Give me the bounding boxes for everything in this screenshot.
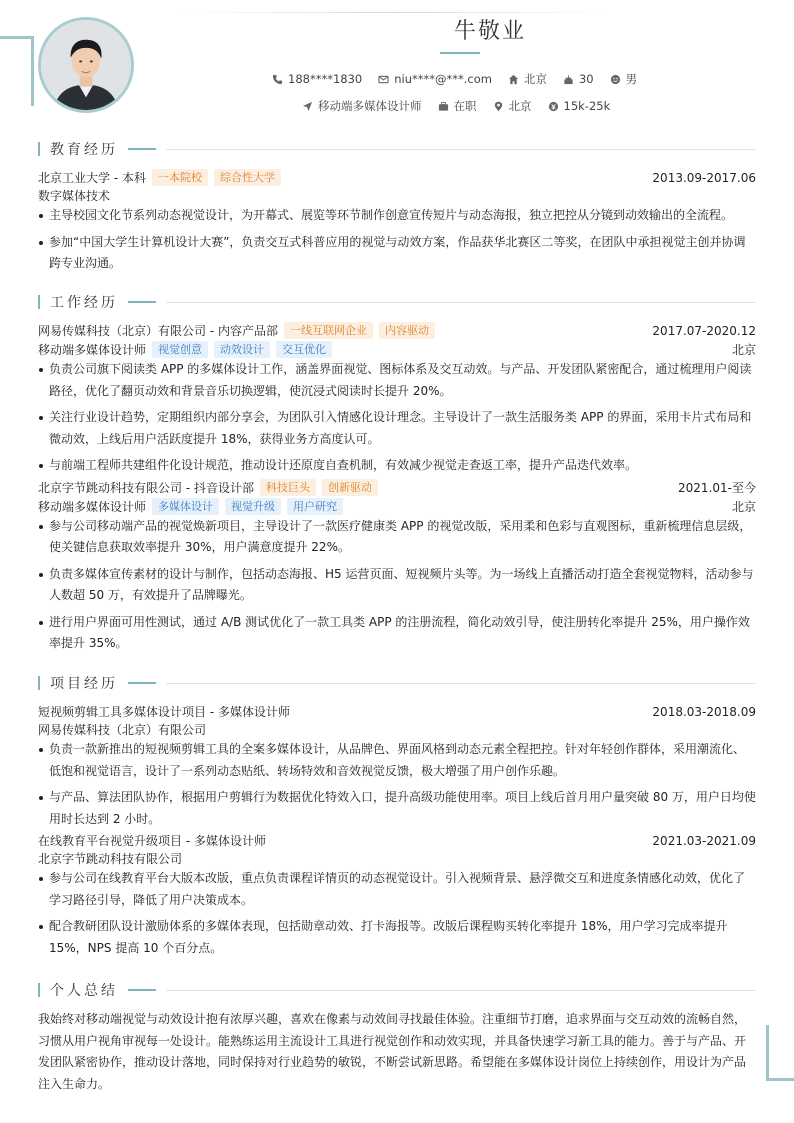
job-role: 移动端多媒体设计师	[38, 343, 147, 357]
contact-info-row	[272, 71, 647, 87]
target-role-text: 移动端多媒体设计师	[318, 99, 422, 113]
phone-number: 188****1830	[288, 72, 363, 86]
cake-icon	[563, 74, 574, 85]
school-name: 北京工业大学 - 本科	[38, 171, 146, 185]
list-item: 配合教研团队设计激励体系的多媒体表现，包括勋章动效、打卡海报等。改版后课程购买转化率提升 18%，用户学习完成率提升 15%，NPS 提高 10 个百分点。	[38, 916, 756, 959]
school-tag: 综合性大学	[214, 169, 281, 186]
job-entry	[38, 478, 756, 655]
target-city-info	[493, 98, 532, 114]
work-section	[38, 292, 756, 660]
status-info	[438, 98, 477, 114]
project-bullets	[38, 868, 756, 959]
job-city: 北京	[731, 343, 756, 357]
summary-section	[38, 980, 756, 1095]
project-bullets	[38, 739, 756, 830]
project-entry	[38, 831, 756, 959]
gender-icon	[610, 74, 621, 85]
school-tag: 一本院校	[152, 169, 208, 186]
section-title: 项目经历	[50, 676, 118, 692]
name-underline	[440, 52, 480, 54]
project-org: 北京字节跳动科技有限公司	[38, 852, 183, 866]
salary-text: 15k-25k	[563, 99, 611, 113]
education-period: 2013.09-2017.06	[652, 170, 756, 185]
list-item: 主导校园文化节系列动态视觉设计，为开幕式、展览等环节制作创意宣传短片与动态海报，独立把控从分镜到动效输出的全流程。	[38, 205, 756, 227]
job-role-row	[38, 497, 756, 516]
section-header	[38, 673, 756, 693]
section-title: 工作经历	[50, 295, 118, 311]
age-info	[563, 72, 594, 86]
role-tag: 动效设计	[214, 341, 270, 358]
list-item: 与产品、算法团队协作，根据用户剪辑行为数据优化特效入口，提升高级功能使用率。项目上线后首月用户量突破 80 万，用户日均使用时长达到 2 小时。	[38, 787, 756, 830]
project-period: 2021.03-2021.09	[652, 833, 756, 848]
gender-text: 男	[625, 72, 638, 86]
briefcase-icon	[438, 101, 449, 112]
corner-decoration-bottom-right	[766, 1025, 794, 1081]
status-text: 在职	[453, 99, 477, 113]
list-item: 参与公司移动端产品的视觉焕新项目，主导设计了一款医疗健康类 APP 的视觉改版，采用柔和色彩与直观图标，重新梳理信息层级，使关键信息获取效率提升 30%，用户满意度提升 22%。	[38, 516, 756, 559]
list-item: 参与公司在线教育平台大版本改版，重点负责课程详情页的动态视觉设计。引入视频背景、悬浮微交互和进度条情感化动效，优化了学习路径引导，降低了用户决策成本。	[38, 868, 756, 911]
education-section	[38, 139, 756, 280]
company-tag: 创新驱动	[322, 479, 378, 496]
job-role: 移动端多媒体设计师	[38, 499, 147, 514]
job-company-row	[38, 321, 756, 340]
job-role-row	[38, 340, 756, 359]
list-item: 负责一款新推出的短视频剪辑工具的全案多媒体设计，从品牌色、界面风格到动态元素全程把控。针对年轻创作群体，采用潮流化、低饱和视觉语言，设计了一系列动态贴纸、转场特效和音效视觉反馈，极大增强了用户创作乐趣。	[38, 739, 756, 782]
role-tag: 多媒体设计	[152, 498, 219, 515]
phone-info	[272, 72, 362, 86]
avatar-photo	[41, 20, 131, 110]
phone-icon	[272, 74, 283, 85]
list-item: 关注行业设计趋势，定期组织内部分享会，为团队引入情感化设计理念。主导设计了一款生活服务类 APP 的界面，采用卡片式布局和微动效，上线后用户活跃度提升 18%，获得业务方高度认可。	[38, 407, 756, 450]
section-title: 个人总结	[50, 983, 118, 999]
gender-info	[610, 71, 638, 87]
education-header-row	[38, 168, 756, 187]
list-item: 负责多媒体宣传素材的设计与制作，包括动态海报、H5 运营页面、短视频片头等。为一场线上直播活动打造全套视觉物料，活动参与人数超 50 万，有效提升了品牌曝光。	[38, 564, 756, 607]
job-bullets	[38, 516, 756, 655]
location-text: 北京	[523, 72, 547, 86]
section-header	[38, 980, 756, 1000]
role-tag: 交互优化	[276, 341, 332, 358]
list-item: 进行用户界面可用性测试，通过 A/B 测试优化了一款工具类 APP 的注册流程，简化动效引导，使注册转化率提升 25%，用户操作效率提升 35%。	[38, 612, 756, 655]
header-divider	[180, 12, 610, 13]
mail-icon	[378, 74, 389, 85]
education-bullets	[38, 205, 756, 275]
target-city-text: 北京	[508, 99, 532, 113]
major: 数字媒体技术	[38, 189, 111, 203]
role-tag: 用户研究	[287, 498, 343, 515]
job-period: 2021.01-至今	[678, 480, 756, 495]
email-info	[378, 72, 492, 86]
location-info	[508, 71, 547, 87]
job-city: 北京	[731, 499, 756, 514]
send-icon	[302, 101, 313, 112]
email-address: niu****@***.com	[394, 72, 492, 86]
salary-info	[548, 99, 611, 113]
job-period: 2017.07-2020.12	[652, 323, 756, 338]
section-header	[38, 139, 756, 159]
age-text: 30	[578, 72, 594, 86]
money-icon	[548, 101, 559, 112]
job-entry	[38, 321, 756, 477]
target-role-info	[302, 98, 422, 114]
role-tag: 视觉升级	[225, 498, 281, 515]
company-name: 北京字节跳动科技有限公司 - 抖音设计部	[38, 480, 254, 495]
company-tag: 内容驱动	[379, 322, 435, 339]
project-name: 短视频剪辑工具多媒体设计项目 - 多媒体设计师	[38, 705, 290, 719]
role-tag: 视觉创意	[152, 341, 208, 358]
home-icon	[508, 74, 519, 85]
projects-section	[38, 673, 756, 964]
avatar	[38, 17, 134, 113]
project-header-row	[38, 831, 756, 850]
job-bullets	[38, 359, 756, 477]
summary-text: 我始终对移动端视觉与动效设计抱有浓厚兴趣，喜欢在像素与动效间寻找最佳体验。注重细节打磨，追求界面与交互动效的流畅自然，习惯从用户视角审视每一处设计。能熟练运用主流设计工具进行视觉创作和动效实现，并具备快速学习新工具的能力。善于与产品、开发团队紧密协作，推动设计落地，同时保持对行业趋势的敏锐，不断尝试新思路。希望能在多媒体设计岗位上持续创作，用设计为产品注入生命力。	[38, 1012, 747, 1091]
company-tag: 一线互联网企业	[284, 322, 373, 339]
job-company-row	[38, 478, 756, 497]
list-item: 与前端工程师共建组件化设计规范，推动设计还原度自查机制，有效减少视觉走查返工率，提升产品迭代效率。	[38, 455, 756, 477]
section-header	[38, 292, 756, 312]
list-item: 负责公司旗下阅读类 APP 的多媒体设计工作，涵盖界面视觉、图标体系及交互动效。与产品、开发团队紧密配合，通过梳理用户阅读路径，优化了翻页动效和背景音乐切换逻辑，使沉浸式阅读时长提升 20%。	[38, 359, 756, 402]
company-tag: 科技巨头	[260, 479, 316, 496]
corner-decoration-top-left	[0, 36, 34, 106]
job-intention-row	[302, 98, 620, 114]
pin-icon	[493, 101, 504, 112]
project-entry	[38, 702, 756, 830]
project-header-row	[38, 702, 756, 721]
candidate-name: 牛敬业	[453, 19, 526, 44]
section-title: 教育经历	[50, 142, 118, 158]
project-period: 2018.03-2018.09	[652, 704, 756, 719]
project-name: 在线教育平台视觉升级项目 - 多媒体设计师	[38, 834, 266, 848]
list-item: 参加“中国大学生计算机设计大赛”，负责交互式科普应用的视觉与动效方案，作品获华北赛区二等奖，在团队中承担视觉主创并协调跨专业沟通。	[38, 232, 756, 275]
project-org: 网易传媒科技（北京）有限公司	[38, 723, 207, 737]
company-name: 网易传媒科技（北京）有限公司 - 内容产品部	[38, 324, 278, 338]
